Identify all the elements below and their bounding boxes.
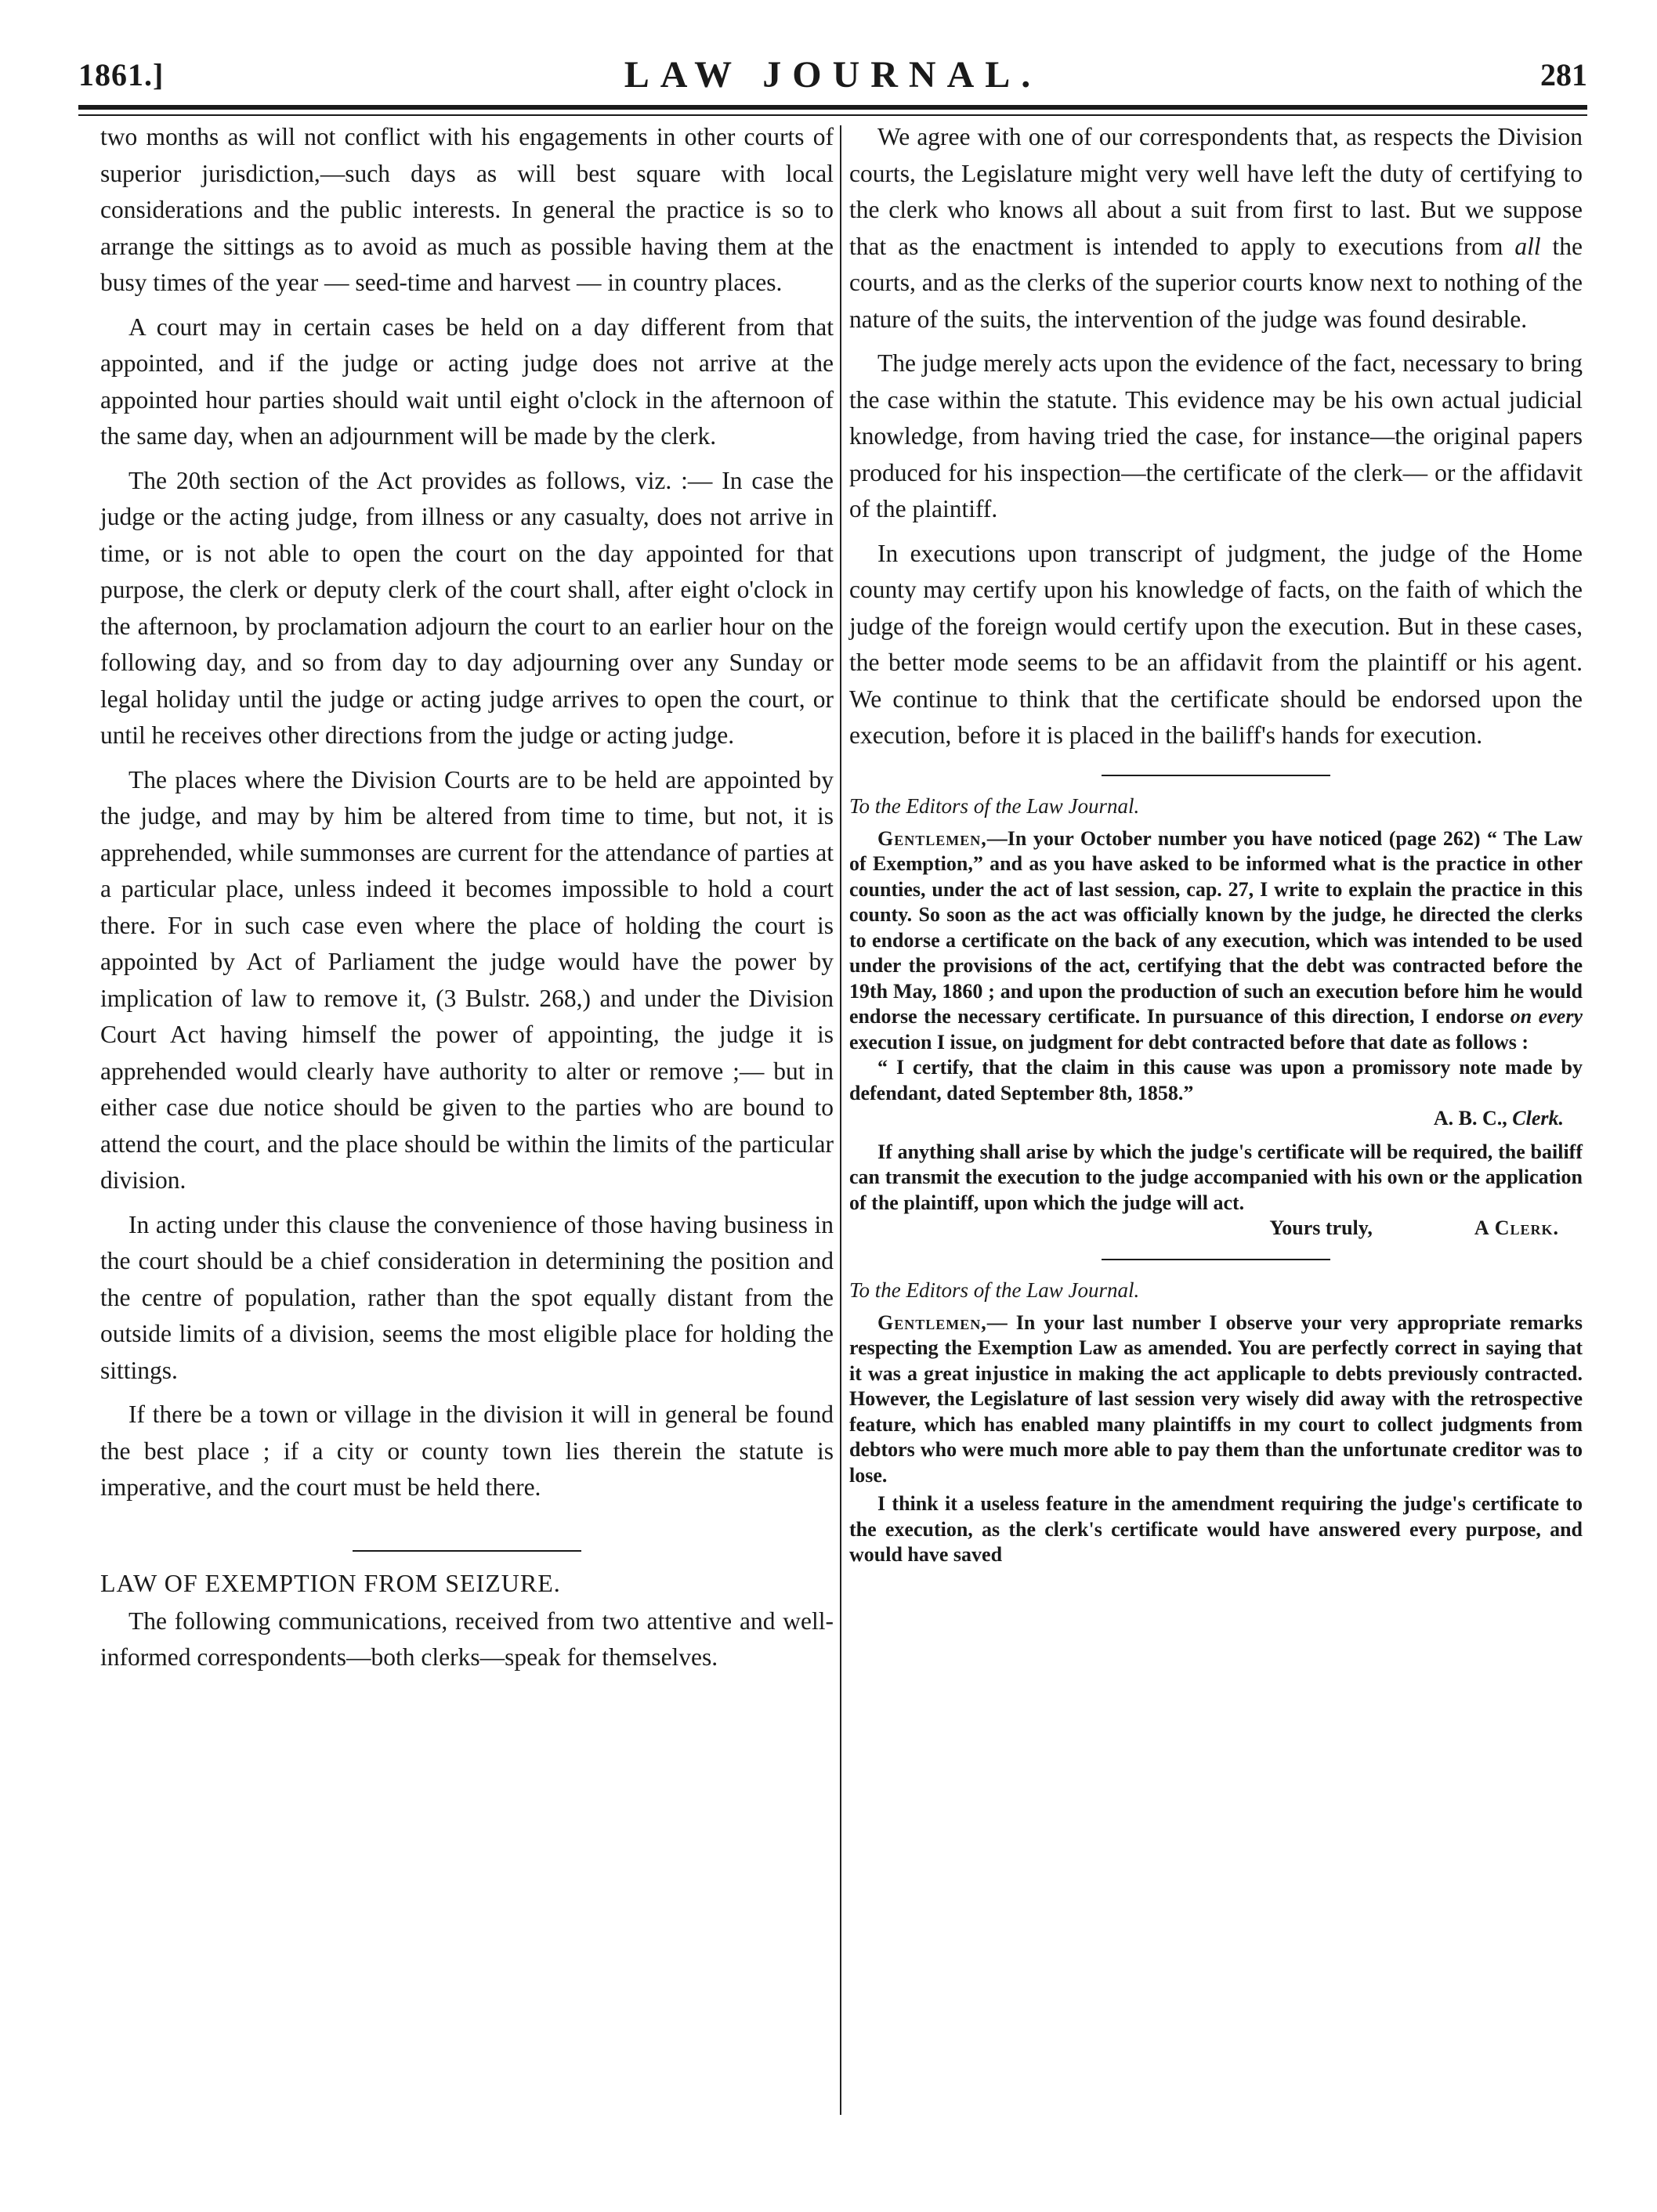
letter1-rule <box>1102 775 1330 776</box>
left-paragraph-3: The 20th section of the Act provides as follows, viz. :— In case the judge or the acting judge, from illness or any casualty, does not arrive in time, or is not able to open the court on the day appointed for that purpose, the clerk or deputy clerk of the court shall, after eight o'clock in the afternoon, by proclamation adjourn the court to an earlier hour on the following day, and so from day to day adjourning over any Sunday or legal holiday until the judge or acting judge arrives to open the court, or until he receives other directions from the judge or acting judge. <box>100 466 834 749</box>
letter2-heading: To the Editors of the Law Journal. <box>849 1278 1140 1302</box>
letter2-rule <box>1102 1259 1330 1260</box>
right-column <box>849 119 1583 1568</box>
letter1-body-1: Gentlemen,—In your October number you have noticed (page 262) “ The Law of Exemption,” and as you have asked to be informed what is the practice in other counties, under the act of last session, cap. 27, I write to explain the practice in this county. So soon as the act was officially known by the judge, he directed the clerks to endorse a certificate on the back of any execution, which was intended to be used under the provisions of the act, certifying that the debt was contracted before the 19th May, 1860 ; and upon the production of such an execution before him he would endorse the necessary certificate. In pursuance of this direction, I endorse on every execution I issue, on judgment for debt contracted before that date as follows : <box>849 826 1583 1054</box>
left-paragraph-7: The following communications, received from two attentive and well-informed correspondents—both clerks—speak for themselves. <box>100 1607 834 1671</box>
section-heading: LAW OF EXEMPTION FROM SEIZURE. <box>100 1568 561 1597</box>
right-paragraph-2: The judge merely acts upon the evidence of the fact, necessary to bring the case within the statute. This evidence may be his own actual judicial knowledge, from having tried the case, for instance—the original papers produced for his inspection—the certificate of the clerk— or the affidavit of the plaintiff. <box>849 349 1583 522</box>
left-column <box>100 119 834 1676</box>
letter1-signature: A Clerk. <box>1474 1216 1559 1239</box>
running-head-year: 1861.] <box>78 57 165 92</box>
left-paragraph-6: If there be a town or village in the division it will in general be found the best place ; if a city or county town lies therein the statute is imperative, and the court must be held there. <box>100 1401 834 1501</box>
letter1-salutation: Gentlemen, <box>877 826 987 850</box>
letter1-body-2: If anything shall arise by which the judge's certificate will be required, the bailiff can transmit the execution to the judge accompanied with his own or the application of the plaintiff, upon which the judge will act. <box>849 1140 1583 1214</box>
letter1-signoff <box>849 1216 1583 1242</box>
letter2-body-1: Gentlemen,— In your last number I observe your very appropriate remarks respecting the Exemption Law as amended. You are perfectly correct in saying that it was a great injustice in making the act applicaple to debts previously contracted. However, the Legislature of last session very wisely did away with the retrospective feature, which has enabled many plaintiffs in my court to collect judgments from debtors who were much more able to pay them than the unfortunate creditor was to lose. <box>849 1310 1583 1487</box>
running-head-title: LAW JOURNAL. <box>624 54 1042 96</box>
emphasis-all: all <box>1514 232 1541 260</box>
left-paragraph-4: The places where the Division Courts are to be held are appointed by the judge, and may by him be altered from time to time, but not, it is apprehended, while summonses are current for the attendance of parties at a particular place, unless indeed it becomes impossible to hold a court there. For in such case even where the place of holding the court is appointed by Act of Parliament the judge would have the power by implication of law to remove it, (3 Bulstr. 268,) and under the Division Court Act having himself the power of appointing, the judge it is apprehended would clearly have authority to alter or remove ;— but in either case due notice should be given to the parties who are bound to attend the court, and the place should be within the limits of the particular division. <box>100 765 834 1194</box>
letter1-quote-signature: A. B. C., Clerk. <box>1433 1107 1564 1129</box>
left-paragraph-5: In acting under this clause the convenience of those having business in the court should be a chief consideration in determining the position and the centre of population, rather than the spot equally distant from the outside limits of a division, seems the most eligible place for holding the sittings. <box>100 1210 834 1384</box>
left-paragraph-1: two months as will not conflict with his engagements in other courts of superior jurisdiction,—such days as will best square with local considerations and the public interests. In general the practice is so to arrange the sittings as to avoid as much as possible having them at the busy times of the year — seed-time and harvest — in country places. <box>100 123 834 296</box>
header-rule-thin <box>78 114 1587 116</box>
letter1-quote: “ I certify, that the claim in this cause was upon a promissory note made by defendant, dated September 8th, 1858.” <box>849 1056 1583 1104</box>
header-rule-thick <box>78 105 1587 110</box>
page-number: 281 <box>1540 57 1587 92</box>
right-paragraph-3: In executions upon transcript of judgment, the judge of the Home county may certify upon his knowledge of facts, on the faith of which the judge of the foreign would certify upon the execution. But in these cases, the better mode seems to be an affidavit from the plaintiff or his agent. We continue to think that the certificate should be endorsed upon the execution, before it is placed in the bailiff's hands for execution. <box>849 539 1583 749</box>
letter1-heading: To the Editors of the Law Journal. <box>849 793 1140 818</box>
letter1-closing: Yours truly, <box>1269 1216 1373 1239</box>
column-divider <box>840 125 841 2115</box>
letter2-salutation: Gentlemen, <box>877 1310 987 1334</box>
left-paragraph-2: A court may in certain cases be held on a day different from that appointed, and if the judge or acting judge does not arrive at the appointed hour parties should wait until eight o'clock in the afternoon of the same day, when an adjournment will be made by the clerk. <box>100 313 834 450</box>
section-rule <box>353 1550 581 1552</box>
letter2-body-2: I think it a useless feature in the amendment requiring the judge's certificate to the execution, as the clerk's certificate would have answered every purpose, and would have saved <box>849 1492 1583 1566</box>
right-paragraph-1: We agree with one of our correspondents that, as respects the Division courts, the Legislature might very well have left the duty of certifying to the clerk who knows all about a suit from first to last. But we suppose that as the enactment is intended to apply to executions from all the courts, and as the clerks of the superior courts know next to nothing of the nature of the suits, the intervention of the judge was found desirable. <box>849 123 1583 333</box>
running-head <box>78 56 1587 103</box>
